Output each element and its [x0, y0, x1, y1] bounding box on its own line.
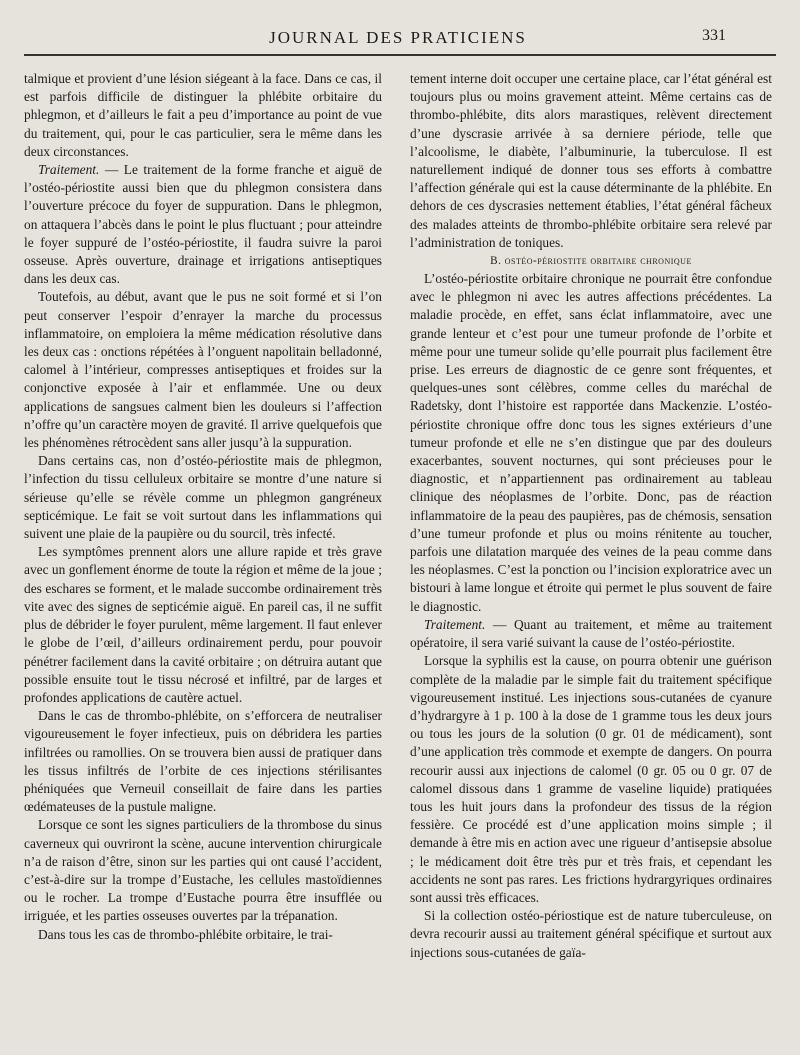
paragraph: tement interne doit occuper une certaine place, car l’état général est toujours plus ou moins gravement atteint. Même certains cas de thrombo-phlébite, dits alors marastiques, relèvent directement d’une dyscrasie arrivée à sa derniere période, telle que l’alcoolisme, le diabète, l’albuminurie, la tuberculose. Il est naturellement indiqué de donner tous ses efforts à combattre l’affection générale qui est la cause déterminante de la phlébite. En dehors de ces dyscrasies nettement établies, l’état général fâcheux des malades atteints de thrombo-phlébite orbitaire sera relevé par l’administration de toniques. — [410, 71, 772, 250]
paragraph: Toutefois, au début, avant que le pus ne soit formé et si l’on peut conserver l’espoir d’enrayer la marche du processus inflammatoire, on emploiera la même médication résolutive dans les deux cas : onctions répétées à l’onguent napolitain belladonné, calomel à l’intérieur, compresses antiseptiques et froides sur la conjonctive exposée à l’air et enflammée. Une ou deux applications de sangsues calment bien les douleurs si l’affection n’offre qu’un caractère moyen de gravité. Il arrive quelquefois que les phénomènes rétrocèdent sans aller jusqu’à la suppuration. — [24, 289, 382, 451]
two-column-body — [24, 70, 772, 962]
paragraph: Dans tous les cas de thrombo-phlébite orbitaire, le trai- — [38, 926, 333, 942]
paragraph: Dans certains cas, non d’ostéo-périostite mais de phlegmon, l’infection du tissu celluleux orbitaire se montre d’une nature si sérieuse qu’elle se révèle comme un phlegmon gangréneux septicémique. Le fait se voit surtout dans les inflammations qui suivent une plaie de la paupière ou du sourcil, très infecté. — [24, 453, 382, 542]
paragraph: L’ostéo-périostite orbitaire chronique ne pourrait être confondue avec le phlegmon ni avec les autres affections précédentes. La maladie procède, en effet, sans éclat inflammatoire, avec une grande lenteur et c’est pour une tumeur profonde de l’orbite et même pour une tumeur solide qu’elle pourrait plus facilement être prise. Les erreurs de diagnostic de ce genre sont fréquentes, et quelques-unes sont célèbres, comme celles du maréchal de Radetsky, dont l’histoire est rapportée dans Mackenzie. L’ostéo-périostite chronique offre donc tous les signes extérieurs d’une tumeur profonde et elle ne s’en distingue que par des douleurs exacerbantes, souvent nocturnes, qui sont précieuses pour le diagnostic, et n’appartiennent pas ordinairement au tableau clinique des néoplasmes de l’orbite. Donc, pas de réaction inflammatoire de la peau des paupières, pas de chémosis, sensation d’une tumeur profonde et plus ou moins rénitente au toucher, parfois une dilatation marquée des veines de la peau comme dans les néoplasmes. C’est la ponction ou l’incision exploratrice avec un bistouri à lame longue et étroite qui permet le plus souvent de faire le diagnostic. — [410, 271, 772, 614]
running-header — [24, 24, 772, 52]
journal-title: JOURNAL DES PRATICIENS — [269, 28, 527, 47]
paragraph: Les symptômes prennent alors une allure rapide et très grave avec un gonflement énorme de toute la région et même de la joue ; des eschares se forment, et le malade succombe ordinairement très vite avec des signes de septicémie aiguë. En pareil cas, il ne suffit plus de débrider le foyer purulent, même largement. Il faut enlever le globe de l’œil, d’ailleurs ordinairement perdu, pour pouvoir pénétrer facilement dans la cavité orbitaire ; on détruira autant que possible ensuite tout le tissu nécrosé et infiltré, par de larges et profondes applications de cautère actuel. — [24, 544, 382, 705]
right-column — [410, 70, 772, 962]
paragraph: talmique et provient d’une lésion siégeant à la face. Dans ce cas, il est parfois difficile de distinguer la phlébite orbitaire du phlegmon, et d’ailleurs le fait a peu d’importance au point de vue du traitement, qui, pour le cas particulier, sera le même dans les deux circonstances. — [24, 71, 382, 159]
left-column — [24, 70, 382, 962]
paragraph: Lorsque ce sont les signes particuliers de la thrombose du sinus caverneux qui ouvriront la scène, aucune intervention chirurgicale n’a de raison d’être, sinon sur les parties qui ont causé l’accident, c’est-à-dire sur la trompe d’Eustache, les cellules mastoïdiennes ou le rocher. La trompe d’Eustache pourra être insufflée ou irriguée, et les parties osseuses ouvertes par la trépanation. — [24, 817, 382, 924]
paragraph-text: — Quant au traitement, et même au traitement opératoire, il sera varié suivant la cause de l’ostéo-périostite. — [410, 616, 772, 651]
paragraph-traitement — [410, 616, 772, 652]
paragraph-label: Traitement. — [424, 616, 486, 632]
paragraph-label: Traitement. — [38, 162, 100, 178]
page-number: 331 — [702, 27, 726, 44]
paragraph: Lorsque la syphilis est la cause, on pourra obtenir une guérison complète de la maladie par le simple fait du traitement spécifique vigoureusement institué. Les injections sous-cutanées de cyanure d’hydrargyre à 1 p. 100 à la dose de 1 gramme tous les deux jours ou tous les jours de la solution (0 gr. 01 de médicament), sont d’une application très commode et exempte de dangers. On pourra recourir aussi aux injections de calomel (0 gr. 05 ou 0 gr. 07 de calomel dissous dans 1 gramme de vaseline liquide) pratiquées tous les huit jours dans la profondeur des tissus de la région fessière. Ce procédé est d’une application moins simple ; il demande à être mis en action avec une rigueur d’antisepsie absolue ; le médicament doit être très pur et très frais, et cependant les accidents ne sont pas rares. Les frictions hydrargyriques ordinaires sont aussi très efficaces. — [410, 653, 772, 905]
paragraph: Dans le cas de thrombo-phlébite, on s’efforcera de neutraliser vigoureusement le foyer infectieux, puis on débridera les parties infiltrées ou ramollies. On se trouvera bien aussi de pratiquer dans les tissus infiltrés de l’orbite de ces injections stérilisantes phéniquées que Verneuil conseillait de faire dans les parties œdémateuses de la pustule maligne. — [24, 708, 382, 815]
paragraph-traitement — [24, 161, 382, 288]
section-heading: B. ostéo-périostite orbitaire chronique — [490, 255, 692, 268]
paragraph-text: — Le traitement de la forme franche et aiguë de l’ostéo-périostite aussi bien que du phlegmon consistera dans l’ouverture précoce du foyer de suppuration. Dans le phlegmon, on attaquera l’abcès dans le point le plus fluctuant ; pour atteindre le foyer suppuré de l’ostéo-périostite, il faudra suivre la paroi osseuse. Après ouverture, drainage et irrigations antiseptiques dans les deux cas. — [24, 162, 382, 287]
paragraph: Si la collection ostéo-périostique est de nature tuberculeuse, on devra recourir aussi au traitement général spécifique et surtout aux injections sous-cutanées de gaïa- — [410, 908, 772, 960]
header-rule — [24, 54, 776, 56]
